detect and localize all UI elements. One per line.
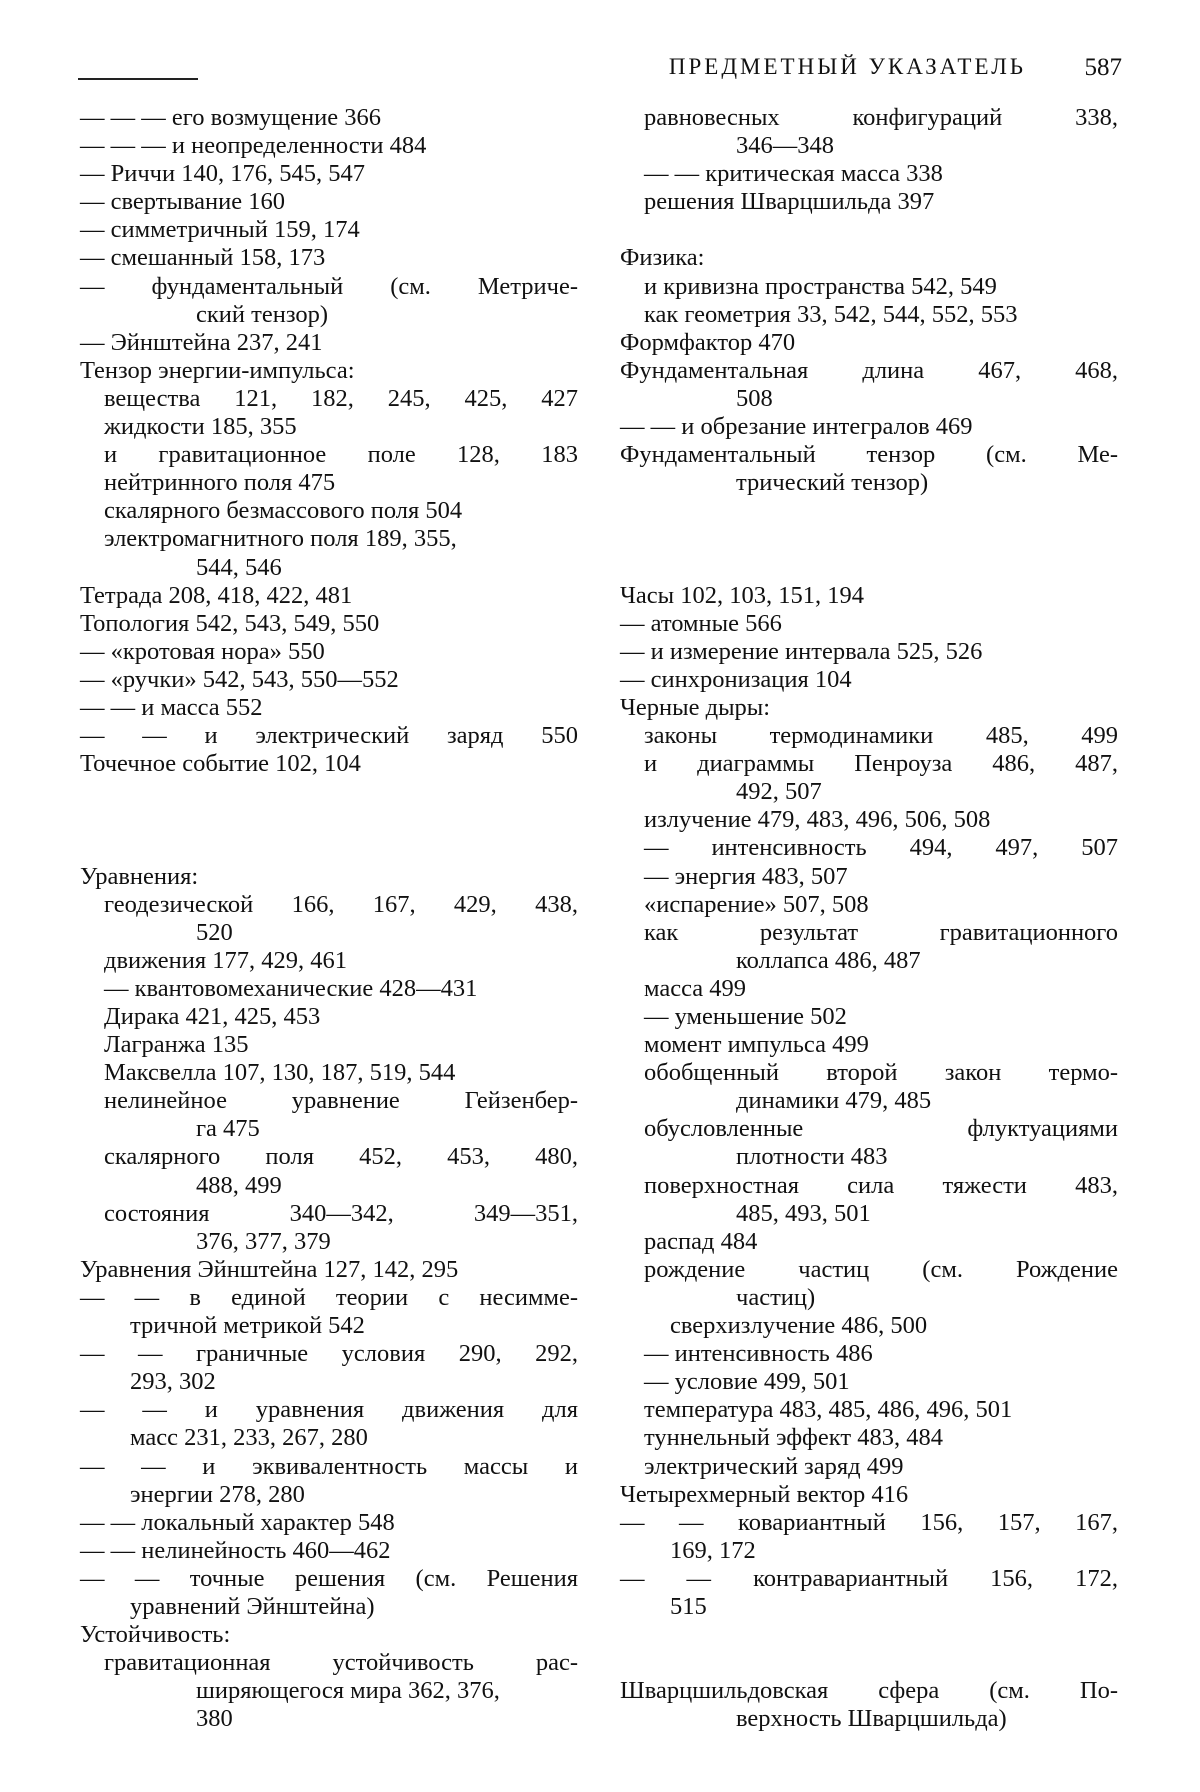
spacer [620, 1621, 1118, 1649]
index-line: Уравнения: [80, 862, 199, 890]
index-line: Физика: [620, 244, 705, 272]
header-rule [78, 78, 198, 80]
index-line: — интенсивность 486 [644, 1340, 873, 1368]
index-column-right [620, 104, 1118, 1733]
index-line: масса 499 [644, 974, 747, 1002]
spacer [620, 554, 1118, 582]
index-line: и кривизна пространства 542, 549 [644, 272, 997, 300]
index-line: и диаграммы Пенроуза 486, 487, [644, 750, 1118, 778]
index-line: Лагранжа 135 [104, 1031, 249, 1059]
running-title: ПРЕДМЕТНЫЙ УКАЗАТЕЛЬ [668, 54, 1026, 79]
index-line: момент импульса 499 [644, 1031, 869, 1059]
spacer [80, 778, 578, 806]
index-line: га 475 [196, 1115, 260, 1143]
index-line: — — локальный характер 548 [80, 1508, 395, 1536]
index-line: — — и эквивалентность массы и [80, 1452, 578, 1480]
index-line: 508 [736, 384, 773, 412]
index-line: Четырехмерный вектор 416 [620, 1480, 909, 1508]
index-line: сверхизлучение 486, 500 [670, 1312, 928, 1340]
index-line: — — контравариантный 156, 172, [620, 1564, 1118, 1592]
index-line: — смешанный 158, 173 [80, 244, 326, 272]
index-line: состояния 340—342, 349—351, [104, 1199, 578, 1227]
index-line: — — критическая масса 338 [644, 160, 943, 188]
index-line: 488, 499 [196, 1171, 282, 1199]
index-line: 492, 507 [736, 778, 822, 806]
index-line: — квантовомеханические 428—431 [104, 974, 478, 1002]
index-line: 380 [196, 1705, 233, 1733]
index-line: — энергия 483, 507 [644, 862, 848, 890]
index-line: верхность Шварцшильда) [736, 1705, 1007, 1733]
index-line: — — и масса 552 [80, 693, 263, 721]
index-line: трический тензор) [736, 469, 929, 497]
index-line: — — и уравнения движения для [80, 1396, 578, 1424]
index-line: Тензор энергии-импульса: [80, 356, 355, 384]
spacer [80, 834, 578, 862]
index-line: поверхностная сила тяжести 483, [644, 1171, 1118, 1199]
spacer [620, 216, 1118, 244]
index-line: Дирака 421, 425, 453 [104, 1003, 321, 1030]
index-line: — — — его возмущение 366 [80, 104, 382, 131]
index-line: — уменьшение 502 [644, 1003, 847, 1030]
index-line: — — — и неопределенности 484 [80, 132, 427, 160]
index-line: Топология 542, 543, 549, 550 [80, 609, 380, 637]
index-line: — фундаментальный (см. Метриче- [80, 272, 578, 300]
index-line: рождение частиц (см. Рождение [644, 1255, 1118, 1283]
index-line: скалярного безмассового поля 504 [104, 497, 463, 525]
index-line: распад 484 [644, 1227, 758, 1255]
index-line: гравитационная устойчивость рас- [104, 1649, 578, 1677]
index-line: — и измерение интервала 525, 526 [620, 637, 983, 665]
index-line: Тетрада 208, 418, 422, 481 [80, 581, 353, 609]
index-line: Формфактор 470 [620, 328, 796, 356]
index-line: 169, 172 [670, 1536, 756, 1564]
index-line: — симметричный 159, 174 [80, 216, 360, 244]
index-line: геодезической 166, 167, 429, 438, [104, 890, 578, 918]
index-line: электромагнитного поля 189, 355, [104, 525, 457, 553]
index-line: — Эйнштейна 237, 241 [80, 328, 323, 356]
index-line: — — граничные условия 290, 292, [80, 1340, 578, 1368]
index-line: — интенсивность 494, 497, 507 [644, 834, 1118, 862]
index-column-left [80, 104, 578, 1733]
index-line: энергии 278, 280 [130, 1480, 305, 1508]
spacer [620, 497, 1118, 525]
index-line: 520 [196, 918, 233, 946]
index-line: ский тензор) [196, 300, 329, 328]
index-line: — Риччи 140, 176, 545, 547 [80, 160, 365, 188]
index-line: Максвелла 107, 130, 187, 519, 544 [104, 1059, 456, 1087]
index-line: 346—348 [736, 132, 834, 160]
index-line: Черные дыры: [620, 693, 771, 721]
index-line: — синхронизация 104 [620, 665, 852, 693]
index-line: движения 177, 429, 461 [104, 946, 347, 974]
index-line: масс 231, 233, 267, 280 [130, 1424, 368, 1452]
index-line: и гравитационное поле 128, 183 [104, 441, 578, 469]
index-line: жидкости 185, 355 [104, 413, 297, 441]
index-line: частиц) [736, 1283, 816, 1311]
spacer [620, 525, 1118, 553]
index-line: температура 483, 485, 486, 496, 501 [644, 1396, 1013, 1424]
index-line: нейтринного поля 475 [104, 469, 336, 497]
index-line: — — в единой теории с несимме- [80, 1283, 578, 1311]
index-line: Точечное событие 102, 104 [80, 750, 361, 778]
index-line: скалярного поля 452, 453, 480, [104, 1143, 578, 1171]
index-line: Устойчивость: [80, 1621, 231, 1649]
running-header [78, 50, 1122, 90]
index-line: — — точные решения (см. Решения [80, 1564, 578, 1592]
index-line: туннельный эффект 483, 484 [644, 1424, 943, 1452]
index-line: обобщенный второй закон термо- [644, 1059, 1118, 1087]
index-line: уравнений Эйнштейна) [130, 1592, 375, 1620]
spacer [80, 806, 578, 834]
index-line: электрический заряд 499 [644, 1452, 904, 1480]
index-line: ширяющегося мира 362, 376, [196, 1677, 500, 1705]
index-line: плотности 483 [736, 1143, 888, 1171]
index-line: как результат гравитационного [644, 918, 1118, 946]
index-line: излучение 479, 483, 496, 506, 508 [644, 806, 991, 834]
index-line: Фундаментальная длина 467, 468, [620, 356, 1118, 384]
index-line: — — и электрический заряд 550 [80, 722, 578, 750]
index-line: коллапса 486, 487 [736, 946, 921, 974]
index-line: законы термодинамики 485, 499 [644, 722, 1118, 750]
index-line: решения Шварцшильда 397 [644, 188, 935, 216]
index-line: Часы 102, 103, 151, 194 [620, 581, 865, 609]
index-line: Шварцшильдовская сфера (см. По- [620, 1677, 1118, 1705]
page-number: 587 [1084, 54, 1122, 81]
index-line: обусловленные флуктуациями [644, 1115, 1118, 1143]
index-line: — «ручки» 542, 543, 550—552 [80, 665, 399, 693]
index-line: — условие 499, 501 [644, 1368, 850, 1396]
index-line: 544, 546 [196, 553, 282, 581]
index-line: 293, 302 [130, 1368, 216, 1396]
index-line: 485, 493, 501 [736, 1199, 871, 1227]
spacer [620, 1649, 1118, 1677]
index-line: Уравнения Эйнштейна 127, 142, 295 [80, 1255, 459, 1283]
index-line: — свертывание 160 [80, 188, 285, 216]
index-line: динамики 479, 485 [736, 1087, 932, 1115]
index-line: — — нелинейность 460—462 [80, 1536, 391, 1564]
index-line: — — и обрезание интегралов 469 [620, 413, 973, 441]
index-line: как геометрия 33, 542, 544, 552, 553 [644, 300, 1018, 328]
index-line: равновесных конфигураций 338, [644, 104, 1118, 131]
index-line: «испарение» 507, 508 [644, 890, 869, 918]
index-line: тричной метрикой 542 [130, 1312, 365, 1340]
index-line: вещества 121, 182, 245, 425, 427 [104, 384, 578, 412]
index-line: — атомные 566 [620, 609, 782, 637]
index-line: Фундаментальный тензор (см. Ме- [620, 441, 1118, 469]
index-line: — «кротовая нора» 550 [80, 637, 325, 665]
index-line: — — ковариантный 156, 157, 167, [620, 1508, 1118, 1536]
index-line: нелинейное уравнение Гейзенбер- [104, 1087, 578, 1115]
index-line: 515 [670, 1592, 707, 1620]
index-line: 376, 377, 379 [196, 1227, 331, 1255]
